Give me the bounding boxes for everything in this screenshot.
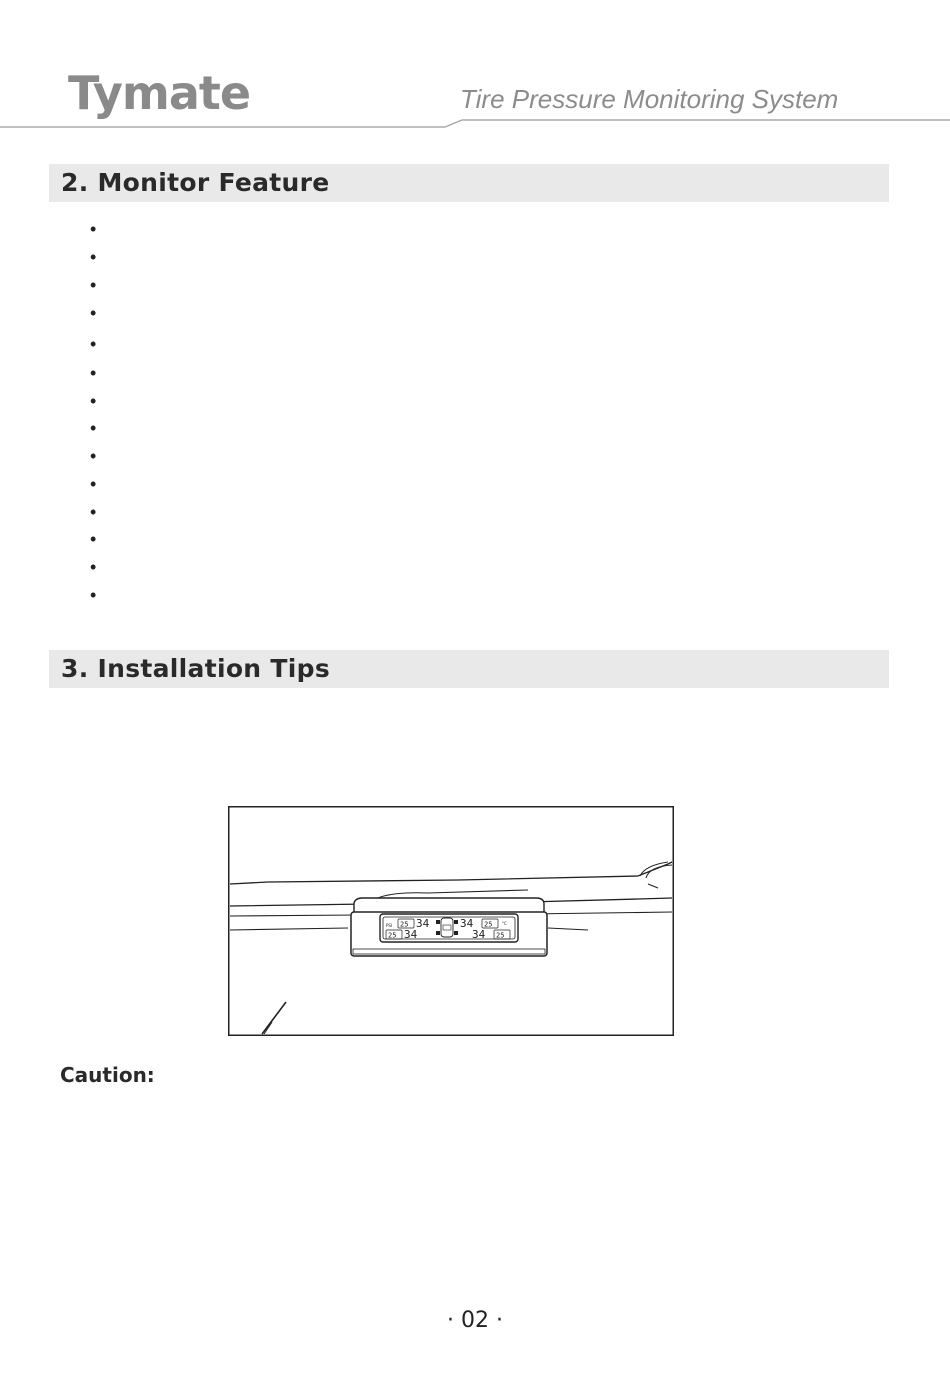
list-item-bullet [90,535,98,543]
page-number: · 02 · [447,1308,503,1333]
section-title: 3. Installation Tips [61,654,331,683]
display-rear-left-pressure: 34 [404,928,418,941]
header-rule [0,118,950,132]
list-item-bullet [90,480,98,488]
dashboard-installation-figure [228,806,674,1036]
display-front-left-pressure: 34 [416,917,430,930]
list-item-bullet [90,591,98,599]
list-item-bullet [90,340,98,348]
list-item-bullet [90,309,98,317]
section-installation-tips [49,650,889,688]
display-front-left-temp: 25 [400,920,409,929]
document-subtitle: Tire Pressure Monitoring System [460,84,839,114]
list-item-bullet [90,563,98,571]
display-rear-right-pressure: 34 [472,928,486,941]
section-title: 2. Monitor Feature [61,168,330,197]
list-item-bullet [90,281,98,289]
display-rear-left-temp: 25 [388,931,397,940]
brand-logo: Tymate [68,66,251,120]
list-item-bullet [90,369,98,377]
display-front-right-pressure: 34 [460,917,474,930]
section-monitor-feature [49,164,889,202]
list-item-bullet [90,424,98,432]
display-unit-pressure: PSI [386,923,393,928]
display-unit-temp: °C [502,921,507,926]
caution-label: Caution: [60,1063,155,1087]
list-item-bullet [90,225,98,233]
list-item-bullet [90,253,98,261]
display-rear-right-temp: 25 [496,931,505,940]
list-item-bullet [90,452,98,460]
display-front-right-temp: 25 [484,920,493,929]
list-item-bullet [90,508,98,516]
list-item-bullet [90,397,98,405]
